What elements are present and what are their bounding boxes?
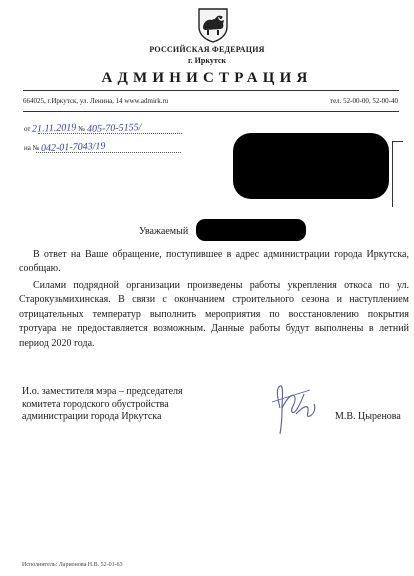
date-label: от bbox=[24, 125, 31, 133]
reference-underline bbox=[38, 133, 182, 134]
irkutsk-coat-of-arms-icon bbox=[196, 7, 230, 43]
signer-name: М.В. Цыренова bbox=[335, 411, 401, 422]
handwritten-signature-icon bbox=[262, 378, 332, 436]
signatory-title-line-2: комитета городского обустройства bbox=[22, 398, 169, 410]
body-paragraph-1: В ответ на Ваше обращение, поступившее в адрес администрации города Иркутска, сообщаю. bbox=[19, 249, 409, 275]
addressee-corner-mark bbox=[392, 141, 403, 152]
address-line: 664025, г.Иркутск, ул. Ленина, 14 www.admirk.ru bbox=[23, 97, 169, 105]
number-label: № bbox=[78, 125, 85, 133]
incoming-underline bbox=[36, 152, 181, 153]
header-divider-bottom bbox=[23, 111, 399, 112]
handwritten-incoming-number: 042-01-7043/19 bbox=[40, 140, 106, 155]
header-divider-top bbox=[23, 90, 399, 91]
organization-title: АДМИНИСТРАЦИЯ bbox=[101, 70, 313, 86]
signatory-title-line-3: администрации города Иркутска bbox=[22, 411, 162, 422]
handwritten-date: 21.11.2019 bbox=[32, 122, 77, 135]
country-name: РОССИЙСКАЯ ФЕДЕРАЦИЯ bbox=[149, 45, 265, 54]
re-label: на № bbox=[24, 144, 40, 152]
phone-line: тел. 52-00-00, 52-00-40 bbox=[330, 97, 398, 105]
body-paragraph-2: Силами подрядной организации произведены работы укрепления откоса по ул. Старокузьмихинская. В связи с окончанием строительного сезона и наступлением отрицательных температур выполнить мероприятия по восстановлению покрытия тротуара не предоставляется возможным. Данные работы будут выполнены в летний период 2020 года. bbox=[19, 280, 409, 349]
handwritten-number: 405-70-5155/ bbox=[86, 122, 142, 135]
city-name: г. Иркутск bbox=[187, 56, 227, 65]
signatory-title-line-1: И.о. заместителя мэра – председателя bbox=[22, 386, 183, 397]
executor-line: Исполнитель: Ларионова Н.В. 52-01-63 bbox=[22, 562, 123, 568]
redacted-recipient-name bbox=[196, 219, 306, 241]
signatory-title bbox=[22, 386, 183, 424]
salutation: Уважаемый bbox=[139, 226, 189, 237]
redacted-addressee-block bbox=[233, 133, 389, 199]
